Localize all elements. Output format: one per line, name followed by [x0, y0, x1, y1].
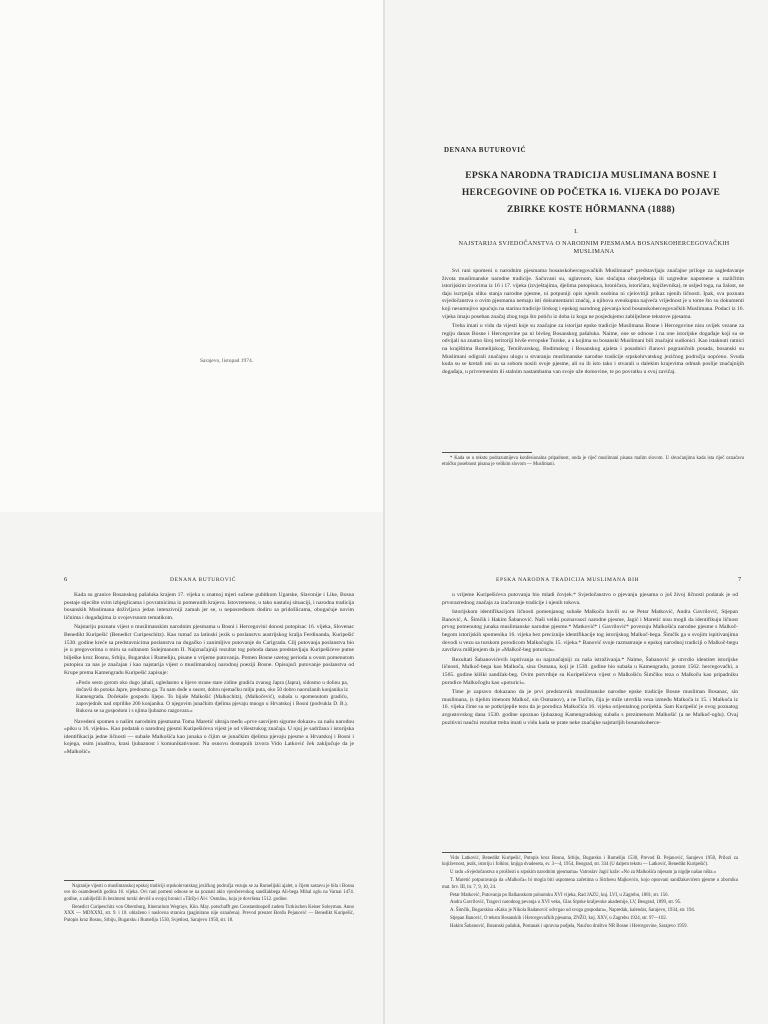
running-head: DENANA BUTUROVIĆ	[170, 577, 236, 583]
footnote-rule	[442, 852, 532, 853]
author-name: DENANA BUTUROVIĆ	[444, 146, 527, 154]
paragraph: Najstariju poznatu vijest o muslimanskim narodnim pjesmama u Bosni i Hercegovini donosi putopisac 16. vijeka, Slovenac Benedikt Kuripešić (Benedict Curipeschitz). Kao tumač za latinski jezik u poslanstvu austrijskog kralja Ferdinanda, Kuripešić 1530. godine kreće sa predstavnicima poslanstva na dugačko i zanimljivo putovanje do Carigrada. Cilj putovanja poslanstva bio je u pregovorima o miru sa sultanom Sulejmanom II. Najznačajniji rezultat tog pohoda danas predstavljaju Kuripešićeve putne bilješke kroz Bosnu, Srbiju, Bugarsku i Rumeliju, pisane u vrijeme putovanja. Pomen Bosne uzetog perioda u ovom pomenutom putopisu za nas je značajan i kao najstarija vijest o muslimanskoj narodnoj poeziji Bosne. Opisujući putovanje poslanstva od Krupe prema Kamengradu Kuripešić zapisuje:	[64, 624, 354, 676]
page-title-right	[384, 0, 768, 512]
footnote: Petar Matković, Putovanja po Balkanskom poluotoku XVI vijeka, Rad JAZU, knj. LVI, u Zagrebu, 1881, str. 156.	[450, 892, 669, 898]
page-seven-footnotes	[442, 856, 738, 932]
footnote: Benedict Curipeschitz von Obernburg, Itinerarium Wegrays, Kün. May. potschafft gen Constantinopell zudem Turkischen Keiser Soleyman. Anno XXX — MDXXXI, str. 9. i 10. ublaženo i naslovna stranica (paginirano nije označena). Prevod preuzet Đorđu Pejanović — Benedikt Kuripešić, Putopis kroz Bosnu, Srbiju, Bugarsku i Rumeliju 1530, Svjetlost, Sarajevo 1950, str. 18.	[64, 904, 354, 923]
intro-body	[442, 268, 744, 378]
footnote: Hakim Šabanović, Bosanski pašaluk, Postanak i upravna podjela, Naučno društvo NR Bosne i Hercegovine, Sarajevo 1959.	[450, 924, 688, 930]
paragraph: Rezultati Šabanovićevih ispitivanja su najznačajniji za naša istraživanja.* Naime, Šabanović je utvrdio identitet istorijske ličnosti, Malkoč-bega kao Malkoča, sina Osmana, koji je 1530. godine bio subaša u Kamengradu, potom 1562. hercegovački, a 1565. godine kliški sandžak-beg. Ovim potvrđuje su Kuripešićeva vijest o Malkošiću Šimčiku teza o Malkoču kao pripadniku porodice Malkočoglu kao »poturici«.	[442, 656, 738, 686]
block-quote: »Poslo sesto gorom oko dugo jahali, ugledasmo u lijeve strane stare zidine gradića zvanog Japra (Japra), sidosmo u dolinu pa, dočavši do potoka Japre, predosmo ga. Tu nam dođe u susret, dobru njemačku milju puta, oko 50 dobro naoružanih konjanika iz Kamengrada. Dočekaše gospodu lijepo. To bijaše Malkošić (Malkochitz), (Malkočević), subaša u spomenutom gradiću, zapovjednik nad otprilike 200 konjanika. O njegovim junačkim djelima pjevaju mnogo u Hrvatskoj i Bosni (podvukla D. B.). Rukova se sa gospodom i s njima ljubazno razgovara.«	[76, 679, 348, 715]
running-head: EPSKA NARODNA TRADICIJA MUSLIMANA BIH	[496, 577, 640, 583]
section-heading: NAJSTARIJA SVJEDOČANSTVA O NARODNIM PJESMAMA BOSANSKOHERCEGOVAČKIH MUSLIMANA	[458, 240, 730, 255]
page-gutter	[383, 0, 385, 1024]
dateline-note: Sarajevo, listopad 1974.	[200, 358, 254, 364]
footnote: A. Šimčik, Bugarskisa »Kako je Nikola Radanović odvrgao od svoga gospodara«, Napredak, kalendar, Sarajevo, 1934, str. 194.	[450, 908, 695, 914]
paragraph: Navedeni spomen o našim narodnim pjesmama Toma Maretić ubraja među »prve sasvijem sigurne dokaze« za našu narodnu »piku u 16. vijeku«. Kao podatak o narodnoj pjesmi Kuripešićeva vijest je od višestrukog značaja. U njoj je sadržana i istorijska identifikacija jedne ličnosti — subaše Malkošića kao junaka o čijim se junačkim djelima pjevaju pjesme u Hrvatskoj i Bosni i kojega, osim junaštva, krasi ljubaznost i komunikativnost. Na osnovu dostupnih izvora Vido Latković ček zaključuje da je »Malkošić«	[64, 718, 354, 755]
footnote: Andra Gavrilović, Tragovi narodnog pevanja u XVI veku, Glas Srpske kraljevske akademije, LV, Beograd, 1899, str. 95.	[450, 900, 682, 906]
paragraph: Svi rani spomeni o narodnim pjesmama bosanskohercegovačkih Muslimana* predstavljaju značajne priloge za sagledavanje života muslimanske narodne tradicije. Sačuvani su, uglavnom, kao slučajna obavještenja ili uzgredne napomene u različitim istorijskim izvorima iz 16 i 17. vijeka (izvještajima, djelima putopisaca, hroničara, istoričara, književnika), te usljed toga, na žalost, ne daju iscrpniju sliku stanja narodne pjesme, ni potpuniji opis njenih osobina ni cjelovitiji prikaz njenih ličnosti. Ipak, sva poznata svjedočanstva o ovim pjesmama nemaju isti dokumentarni značaj, a njihova sveukupna najveća vrijednost je u tome što su dokumenti koji nesumnjivo upućuju na starinu tradicije lirskog i epskog narodnog pjevanja kod bosanskohercegovačkih Muslimana. Podaci iz 16. vijeka imaju poseban značaj zbog toga što potiču iz doba iz koga ne posjedujemo zabilježene tekstove pjesama.	[442, 268, 744, 320]
page-seven	[384, 512, 768, 1024]
page-six	[0, 512, 384, 1024]
page-blank-left	[0, 0, 384, 512]
page-seven-body	[442, 592, 738, 729]
page-number: 7	[738, 576, 742, 583]
footnote: Vido Latković, Benedikt Kuripešić, Putopis kroz Bosnu, Srbiju, Bugarsku i Rumeliju 1530, Prevod Đ. Pejanović, Sarajevo 1950, Prilozi za književnost, jezik, istoriju i folklor, knjiga dvadeseta, sv. 3—4, 1954, Beograd, str. 334 (U daljem tekstu — Latković, Benedikt Kuripešić).	[442, 856, 738, 868]
footnote: Najranije vijesti o muslimanskoj epskoj tradiciji srpskohrvatskog jezičkog područja vezuju se za Rumelijski ajalet, u čijem sastavu je bila i Bosna sve do osamdesetih godina 16. vijeka. Ovi rani pomeni odnose se na poznati akin vjenčerevskog sandžakbega Ali-bega Mihal oglu na Varnai 1474. godine, a zabilježili ih bezimeni turski devriš u svojoj hronici »Tārīḫ-i Āl-i ʿOsmān«, koja je dovršena 1512. godine.	[64, 884, 354, 902]
paragraph: Kada su granice Bosanskog pašaluka krajem 17. vijeka u znatnoj mjeri sužene gubitkom Ugarske, Slavonije i Like, Bosna postaje stjecište svim izbjeglicama i povratnicima iz pomenutih krajeva. Istovremeno, u tako nastaloj situaciji, i narodna tradicija bosanskih Muslimana doživljava jedan intenzivniji zamah jer se, u neposrednom dodiru sa pridošlicama, obogaćuje novim ličnima i događajima iz svojevrsnom tematikom.	[64, 592, 354, 621]
footnote-block	[442, 456, 744, 470]
paragraph: Istorijskom identifikacijom ličnosti pomenjanog subaše Malkoča bavili su se Petar Matković, Andra Gavrilović, Stjepan Banović, A. Šimčik i Hakim Šabanović. Naši veliki poznavaoci narodne pjesme, Jagić i Maretić nisu mogli da identifikuju ličnost prvog pomenutog junaka muslimanske narodne pjesme.* Matković* i Gavrilović* povezuju Malkošića narodne pjesme s Malkoč-begom istorijskih spomenika 16. vijeka bez preciznije identifikacije tog istorijskog Malkoč-bega. Šimčik ga u svojim ispitivanjima dovodi u vezu sa turskom porodicom Malkočoglu 15. vijeka.* Banović svoje razmatranje o epskoj narodnoj tradiciji o Malkoč-begu završava mišljenjem da je »Malkoč-beg poturica«.	[442, 609, 738, 654]
footnote: U radu »Svjedočanstva o prošlosti u srpskim narodnim pjesmama« Vatroslav Jagić kaže: »No za Malkošića nijesam ja nigdje našao ništa.«	[450, 870, 717, 876]
article-title: EPSKA NARODNA TRADICIJA MUSLIMANA BOSNE I HERCEGOVINE OD POČETKA 16. VIJEKA DO POJAVE ZBIRKE KOSTE HÖRMANNA (1888)	[461, 171, 721, 215]
paragraph: Treba imati u vidu da vijesti koje su značajne za istorijat epske tradicije Muslimana Bosne i Hercegovine nisu uvijek vezane za regiju danas Bosne i Hercegovine pa ni bivšeg Bosanskog pašaluka. Naime, one se odnose i na one istorijske događaje koji su se odvijali na znatno široj teritoriji bivše evropske Turske, a u kojima su bosanski Muslimani bili značajni sudionici. Kao istaknuti ratnici na krajištima Rumelijskog, Temišvarskog, Budimskog i Bosanskog ajaleta i posadnici članovi pograničnih posada, bosanski su Muslimani odigrali značajnu ulogu u stvaranju muslimanske narodne tradicije srpskohrvatskog jezičnog područja uopćeno. Svuda kuda su se kretali oni su sa sobom nosili svoje pjesme, ali su ih isto tako i stvarali u dalekim krajevima odmah poslije značajnijih događaja, u privremenim ili stalnim nastambama van svoje uže domovine, te po povratku u svoj zavičaj.	[442, 323, 744, 375]
footnote-rule	[442, 452, 532, 453]
footnote: * Kada se u tekstu podrazumijeva konfesionalna pripadnost, onda je riječ muslimani pisana malim slovom. U shvaćanjima kada ista riječ označava etničku posebnost pisana je velikim slovom — Muslimani.	[442, 456, 744, 468]
footnote: Stjepan Banović, O tekstu Bosanskih i Hercegovačkih pjesama, ZNŽO, knj. XXV, u Zagrebu 1924, str. 97—102.	[450, 916, 667, 922]
page-number: 6	[64, 576, 68, 583]
paragraph: Time je zapravo dokazano da je prvi predstavnik muslimanske narodne epske tradicije Bosne musliman Bosanac, sin muslimana, (s tijelim imenom Malkoč, sin Osmanov), a ne Turčin, čija je miže utvrdila veza između Malkoča iz 15. i Malkoča iz 16. vijeka čime su se potkrijepile tezu da je porodica Malkočića 16. vijeka orijentalnog porijekla. Sam Kuripešić je ovog poznatog avgustovskog dana 1530. godine upoznao ljubaznog Kamengradskog subašu s prezimenom Malkošić (a ne Malkoč-oglu). Ovaj pozitivni naučni rezultat treba imati u vidu kada se prate neke značajke najstarijih bosanskoherce-	[442, 689, 738, 726]
page-six-body	[64, 592, 354, 759]
section-number: I.	[574, 228, 578, 235]
page-six-footnotes	[64, 884, 354, 925]
footnote-rule	[64, 880, 154, 881]
footnote: T. Maretić potpuravanja da »Malkoča« bi mogla biti uspomena začetima u Sitchesu Majkovićo, kojo opsovani sandžakovićem pjesme u zborniku mat. brv. III, br. 7, 9, 10, 24.	[442, 878, 738, 890]
paragraph: u vrijeme Kuripešićeva putovanja bio mladi čovjek.* Svjedočanstvo o pjevanju pjesama o još živoj ličnosti podatak je od prvorazrednog značaja za izučavanje tradicije i njenih tokova.	[442, 592, 738, 606]
